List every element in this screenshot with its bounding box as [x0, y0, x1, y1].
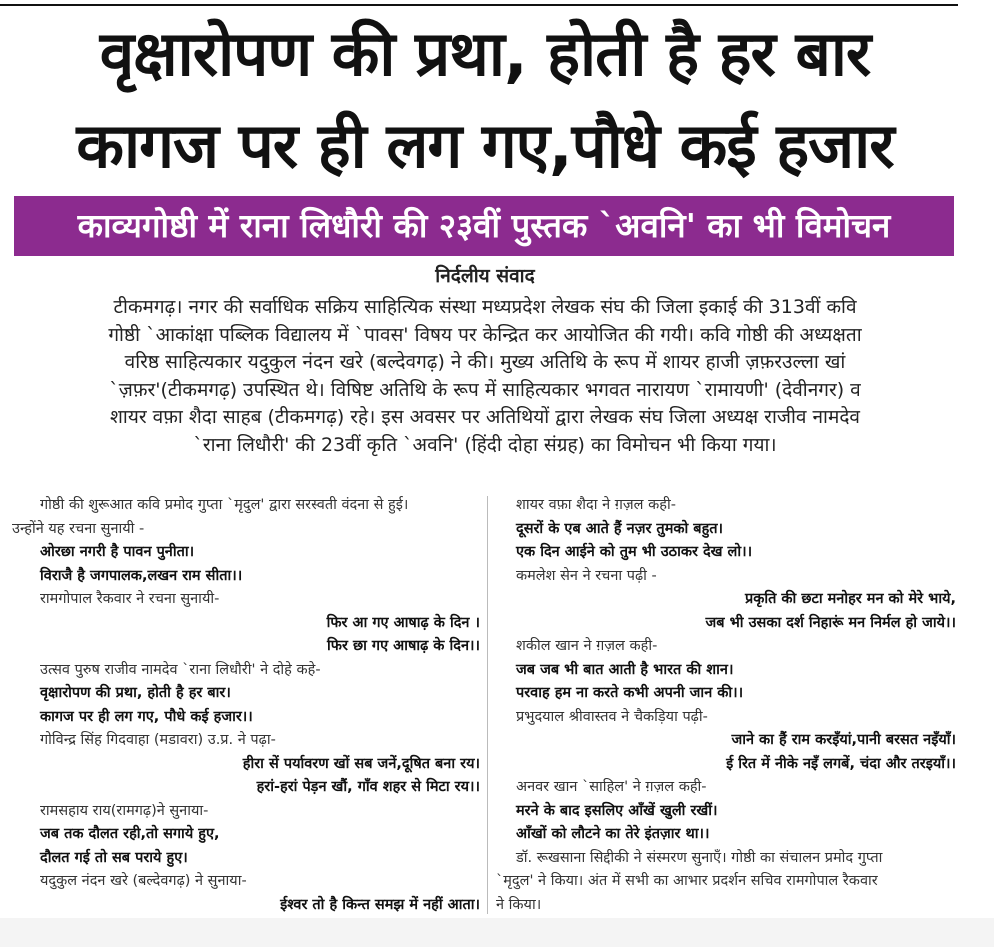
- byline: निर्दलीय संवाद: [435, 265, 535, 287]
- verse-line: वृक्षारोपण की प्रथा, होती है हर बार।: [40, 685, 231, 701]
- verse-line: दौलत गई तो सब पराये हुए।: [40, 849, 188, 866]
- lead-line: वरिष्ठ साहित्यकार यदुकुल नंदन खरे (बल्देवगढ़) ने की। मुख्य अतिथि के रूप में शायर हाजी ज़फ़रउल्ला खां: [124, 351, 846, 373]
- lead-line: टीकमगढ़। नगर की सर्वाधिक सक्रिय साहित्यिक संस्था मध्यप्रदेश लेखक संघ की जिला इकाई की 313वीं कवि: [113, 296, 857, 318]
- verse-line: फिर छा गए आषाढ़ के दिन।।: [327, 638, 480, 654]
- verse-line: कागज पर ही लग गए, पौधे कई हजार।।: [40, 708, 253, 725]
- verse-line: आँखों को लौटने का तेरे इंतज़ार था।।: [516, 826, 710, 842]
- verse-line: एक दिन आईने को तुम भी उठाकर देख लो।।: [516, 544, 753, 560]
- verse-line: जब तक दौलत रही,तो सगाये हुए,: [40, 826, 220, 842]
- top-rule: [0, 4, 958, 6]
- column-line: शायर वफ़ा शैदा ने ग़ज़ल कही-: [516, 497, 676, 513]
- verse-line: दूसरों के एब आते हैं नज़र तुमको बहुत।: [516, 520, 724, 537]
- column-line: गोविन्द्र सिंह गिदवाहा (मडावरा) उ.प्र. ने पढ़ा-: [40, 732, 276, 748]
- column-line: ने किया।: [496, 896, 542, 913]
- verse-line: फिर आ गए आषाढ़ के दिन ।: [326, 614, 480, 631]
- column-line: डॉ. रूखसाना सिद्दीकी ने संस्मरण सुनाएँ। गोष्ठी का संचालन प्रमोद गुप्ता: [516, 849, 883, 866]
- subheadline-banner: काव्यगोष्ठी में राना लिधौरी की २३वीं पुस्तक `अवनि' का भी विमोचन: [14, 196, 954, 256]
- headline-line-1: वृक्षारोपण की प्रथा, होती है हर बार: [99, 17, 871, 90]
- column-line: अनवर खान `साहिल' ने ग़ज़ल कही-: [516, 779, 707, 795]
- column-line: उन्होंने यह रचना सुनायी -: [12, 520, 145, 537]
- verse-line: ओरछा नगरी है पावन पुनीता।: [40, 544, 195, 560]
- verse-line: जब भी उसका दर्श निहारूं मन निर्मल हो जाये।।: [705, 614, 956, 631]
- column-line: `मृदुल' ने किया। अंत में सभी का आभार प्रदर्शन सचिव रामगोपाल रैकवार: [496, 873, 878, 889]
- verse-line: हीरा सें पर्यावरण खों सब जनें,दूषित बना रय।: [242, 755, 480, 772]
- column-line: प्रभुदयाल श्रीवास्तव ने चैकड़िया पढ़ी-: [516, 708, 708, 725]
- lead-line: शायर वफ़ा शैदा साहब (टीकमगढ़) रहे। इस अवसर पर अतिथियों द्वारा लेखक संघ जिला अध्यक्ष राजीव नामदेव: [110, 406, 860, 428]
- column-line: कमलेश सेन ने रचना पढ़ी -: [516, 567, 657, 584]
- verse-line: परवाह हम ना करते कभी अपनी जान की।।: [516, 685, 744, 701]
- column-line: शकील खान ने ग़ज़ल कही-: [516, 638, 658, 654]
- verse-line: जाने का हैं राम करइँयां,पानी बरसत नइँयाँ।: [731, 732, 956, 748]
- lead-paragraph: [20, 294, 950, 459]
- verse-line: मरने के बाद इसलिए आँखें खुली रखीं।: [516, 802, 718, 819]
- verse-line: ई रित में नीके नइँ लगबें, चंदा और तरइयाँ।।: [726, 755, 956, 772]
- lead-line: गोष्ठी `आकांक्षा पब्लिक विद्यालय में `पावस' विषय पर केन्द्रित कर आयोजित की गयी। कवि गोष्ठी की अध्यक्षता: [108, 323, 862, 346]
- lead-line: `ज़फ़र'(टीकमगढ़) उपस्थित थे। विषिष्ट अतिथि के रूप में साहित्यकार भगवत नारायण `रामायणी' (देवीनगर) व: [109, 378, 861, 401]
- column-divider: [487, 496, 488, 914]
- verse-line: जब जब भी बात आती है भारत की शान।: [516, 661, 734, 678]
- column-line: उत्सव पुरुष राजीव नामदेव `राना लिधौरी' ने दोहे कहे-: [40, 661, 321, 678]
- verse-line: विराजै है जगपालक,लखन राम सीता।।: [40, 567, 243, 584]
- left-column: [12, 494, 480, 917]
- column-line: रामसहाय राय(रामगढ़)ने सुनाया-: [40, 802, 209, 819]
- column-line: यदुकुल नंदन खरे (बल्देवगढ़) ने सुनाया-: [40, 873, 247, 889]
- page-bottom-margin: [0, 918, 994, 947]
- verse-line: हरां-हरां पेड़न खौं, गाँव शहर से मिटा रय।।: [256, 779, 480, 795]
- column-line: गोष्ठी की शुरूआत कवि प्रमोद गुप्ता `मृदुल' द्वारा सरस्वती वंदना से हुई।: [40, 497, 409, 513]
- verse-line: प्रकृति की छटा मनोहर मन को मेरे भाये,: [744, 591, 956, 607]
- lead-line: `राना लिधौरी' की 23वीं कृति `अवनि' (हिंदी दोहा संग्रह) का विमोचन भी किया गया।: [193, 433, 777, 456]
- column-line: रामगोपाल रैकवार ने रचना सुनायी-: [40, 591, 220, 607]
- headline-line-2: कागज पर ही लग गए,पौधे कई हजार: [76, 109, 894, 182]
- verse-line: ईश्वर तो है किन्त समझ में नहीं आता।: [280, 896, 480, 913]
- right-column: [496, 494, 956, 917]
